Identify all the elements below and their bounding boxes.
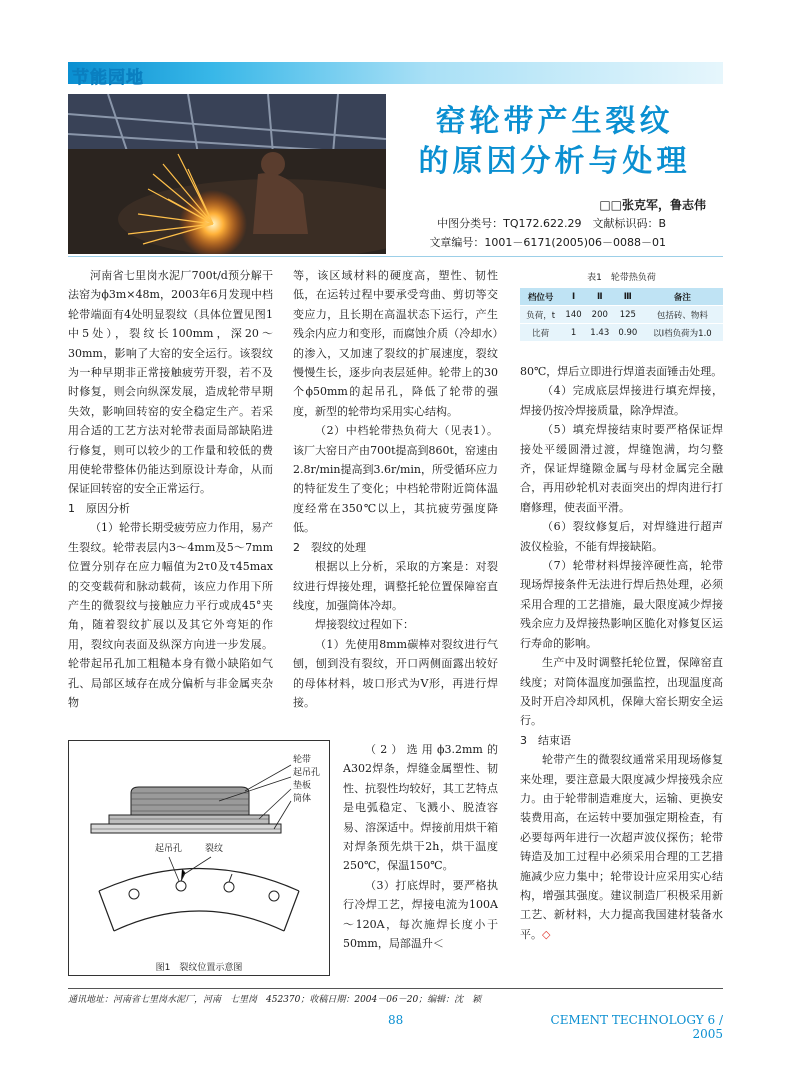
paragraph: （1）先使用8mm碳棒对裂纹进行气刨，刨到没有裂纹，开口两侧面露出较好的母体材料，坡口形式为V形，再进行焊接。 <box>293 637 498 709</box>
table-header: Ⅲ <box>614 288 642 306</box>
lift-hole <box>176 881 186 891</box>
journal-name: CEMENT TECHNOLOGY 6 / 2005 <box>550 1013 723 1041</box>
article-number: 文章编号：1001－6171(2005)06－0088－01 <box>429 236 666 249</box>
section-banner <box>68 62 723 88</box>
label-tyre: 轮带 <box>293 755 312 765</box>
header-photo <box>68 94 386 254</box>
footnote-divider <box>68 988 723 989</box>
title-line-2: 的原因分析与处理 <box>418 144 691 179</box>
heat-load-table <box>520 287 723 342</box>
table-header: Ⅰ <box>561 288 585 306</box>
table-row <box>520 324 723 342</box>
table-cell: 比荷 <box>520 324 561 342</box>
table-cell: 200 <box>586 306 614 324</box>
section-label: 节能园地 <box>72 68 144 88</box>
classification: 中图分类号：TQ172.622.29 文献标识码：B <box>437 217 666 230</box>
lift-hole <box>269 891 279 901</box>
article-title <box>386 102 723 182</box>
paragraph: 焊接裂纹过程如下： <box>315 618 414 632</box>
intro-paragraph: 河南省七里岗水泥厂700t/d预分解干法窑为ϕ3m×48m，2003年6月发现中档轮带端面有4处明显裂纹（具体位置见图1中5处），裂纹长100mm，深20～30mm，影响了大窑的安全运行。该裂纹为一种早期非正常接触疲劳开裂，若不及时修复，则会向纵深发展，造成轮带早期失效，影响回转窑的安全稳定生产。若采用合适的工艺方法对轮带表面局部缺陷进行修复，则可以较少的工作量和较低的费用使轮带整体仍能达到原设计寿命，从而保证回转窑的安全正常运行。 <box>68 269 273 496</box>
column-3 <box>520 362 723 944</box>
column-2-lower <box>343 740 498 953</box>
end-mark-icon: ◇ <box>542 927 551 941</box>
table-cell: 以Ⅰ档负荷为1.0 <box>642 324 723 342</box>
paragraph: （7）轮带材料焊接淬硬性高，轮带现场焊接条件无法进行焊后热处理，必须采用合理的工艺措施，最大限度减少焊接残余应力及焊接热影响区脆化对修复区运行寿命的影响。 <box>520 559 723 650</box>
paragraph: （2）中档轮带热负荷大（见表1）。该厂大窑日产由700t提高到860t，窑速由2.8r/min提高到3.6r/min，所受循环应力的特征发生了变化；中档轮带附近筒体温度经常在350℃以上，其抗疲劳强度降低。 <box>293 424 498 535</box>
footnote: 通讯地址：河南省七里岗水泥厂，河南 七里岗 452370；收稿日期：2004－06－20；编辑：沈 颖 <box>68 995 482 1005</box>
table-header-row <box>520 288 723 306</box>
paragraph: （4）完成底层焊接进行填充焊接，焊接仍按冷焊接质量，除净焊渣。 <box>520 384 723 417</box>
pad-plate <box>109 815 269 824</box>
table-cell: 125 <box>614 306 642 324</box>
shell-plate <box>91 824 281 833</box>
heading-conclusion: 3 结束语 <box>520 733 571 747</box>
table-row <box>520 306 723 324</box>
label-lift-hole-2: 起吊孔 <box>155 844 183 854</box>
table-cell: 140 <box>561 306 585 324</box>
table-header: 档位号 <box>520 288 561 306</box>
paragraph: 根据以上分析，采取的方案是：对裂纹进行焊接处理，调整托轮位置保障窑直线度，加强筒体冷却。 <box>293 560 498 612</box>
label-shell: 筒体 <box>293 794 312 804</box>
table-header: 备注 <box>642 288 723 306</box>
label-pad: 垫板 <box>293 781 312 791</box>
tyre-inner-arc <box>114 911 284 931</box>
table-header: Ⅱ <box>586 288 614 306</box>
page-number: 88 <box>388 1013 404 1027</box>
paragraph: （2）选用ϕ3.2mm的A302焊条，焊缝金属塑性、韧性、抗裂性均较好，其工艺特点是电弧稳定、飞溅小、脱渣容易、溶深适中。焊接前用烘干箱对焊条预先烘干2h，烘干温度250℃，保温150℃。 <box>343 743 498 873</box>
heading-cause-analysis: 1 原因分析 <box>68 501 130 515</box>
label-lift-hole: 起吊孔 <box>293 768 321 778</box>
paragraph: 80℃，焊后立即进行焊道表面锤击处理。 <box>520 365 723 378</box>
conclusion-text: 轮带产生的微裂纹通常采用现场修复来处理，要注意最大限度减少焊接残余应力。由于轮带制造难度大，运输、更换安装费用高，在运转中要加强定期检查，有必要每两年进行一次超声波仪探伤；轮带铸造及加工过程中必须采用合理的工艺措施减少应力集中；轮带设计应采用实心结构，增强其强度。建议制造厂积极采用新工艺、新材料，大力提高我国建材装备水平。 <box>520 753 723 941</box>
table-cell: 1.43 <box>586 324 614 342</box>
paragraph: 等，该区域材料的硬度高，塑性、韧性低，在运转过程中要承受弯曲、剪切等交变应力，且长期在高温状态下运行，产生残余内应力和变形，而腐蚀介质（冷却水）的渗入，又加速了裂纹的扩展速度，裂纹慢慢生长，逐步向表层延伸。轮带上的30个ϕ50mm的起吊孔，降低了轮带的强度，新型的轮带均采用实心结构。 <box>293 269 498 418</box>
table-cell: 负荷，t <box>520 306 561 324</box>
column-1 <box>68 266 273 712</box>
lift-hole <box>129 889 139 899</box>
figure-crack-location <box>68 740 330 976</box>
paragraph: 生产中及时调整托轮位置，保障窑直线度；对筒体温度加强监控，出现温度高及时开启冷却风机，保障大窑长期安全运行。 <box>520 656 723 728</box>
figure-caption: 图1 裂纹位置示意图 <box>155 963 243 973</box>
tyre-outer-arc <box>99 869 299 892</box>
authors: □□张克军，鲁志伟 <box>599 198 706 212</box>
heading-crack-treatment: 2 裂纹的处理 <box>293 540 366 554</box>
paragraph: （5）填充焊接结束时要严格保证焊接处平缓圆滑过渡，焊缝饱满，均匀整齐，保证焊缝隙金属与母材金属完全融合，再用砂轮机对表面突出的焊肉进行打磨修理，使表面平滑。 <box>520 423 723 514</box>
paragraph: （3）打底焊时，要严格执行冷焊工艺，焊接电流为100A～120A，每次施焊长度小于50mm，局部温升＜ <box>343 878 498 951</box>
table-cell: 包括砖、物料 <box>642 306 723 324</box>
table-cell: 1 <box>561 324 585 342</box>
lift-hole <box>224 882 234 892</box>
table-cell: 0.90 <box>614 324 642 342</box>
paragraph <box>520 750 723 944</box>
paragraph: （6）裂纹修复后，对焊缝进行超声波仪检验，不能有焊接缺陷。 <box>520 520 723 553</box>
column-2 <box>293 266 498 712</box>
label-crack: 裂纹 <box>205 844 224 854</box>
crack-mark <box>229 874 232 882</box>
header-divider <box>68 256 723 257</box>
paragraph: （1）轮带长期受疲劳应力作用，易产生裂纹。轮带表层内3～4mm及5～7mm位置分别存在应力幅值为2τ0及τ45max的交变载荷和脉动载荷，该应力作用下所产生的微裂纹与接触应力平行或成45°夹角，随着裂纹扩展以及其它外弯矩的作用，裂纹向表面及纵深方向进一步发展。轮带起吊孔加工粗糙本身有微小缺陷如气孔、局部区域存在成分偏析与非金属夹杂物 <box>68 521 273 709</box>
title-line-1: 窑轮带产生裂纹 <box>435 104 674 139</box>
table-caption: 表1 轮带热负荷 <box>587 273 656 283</box>
